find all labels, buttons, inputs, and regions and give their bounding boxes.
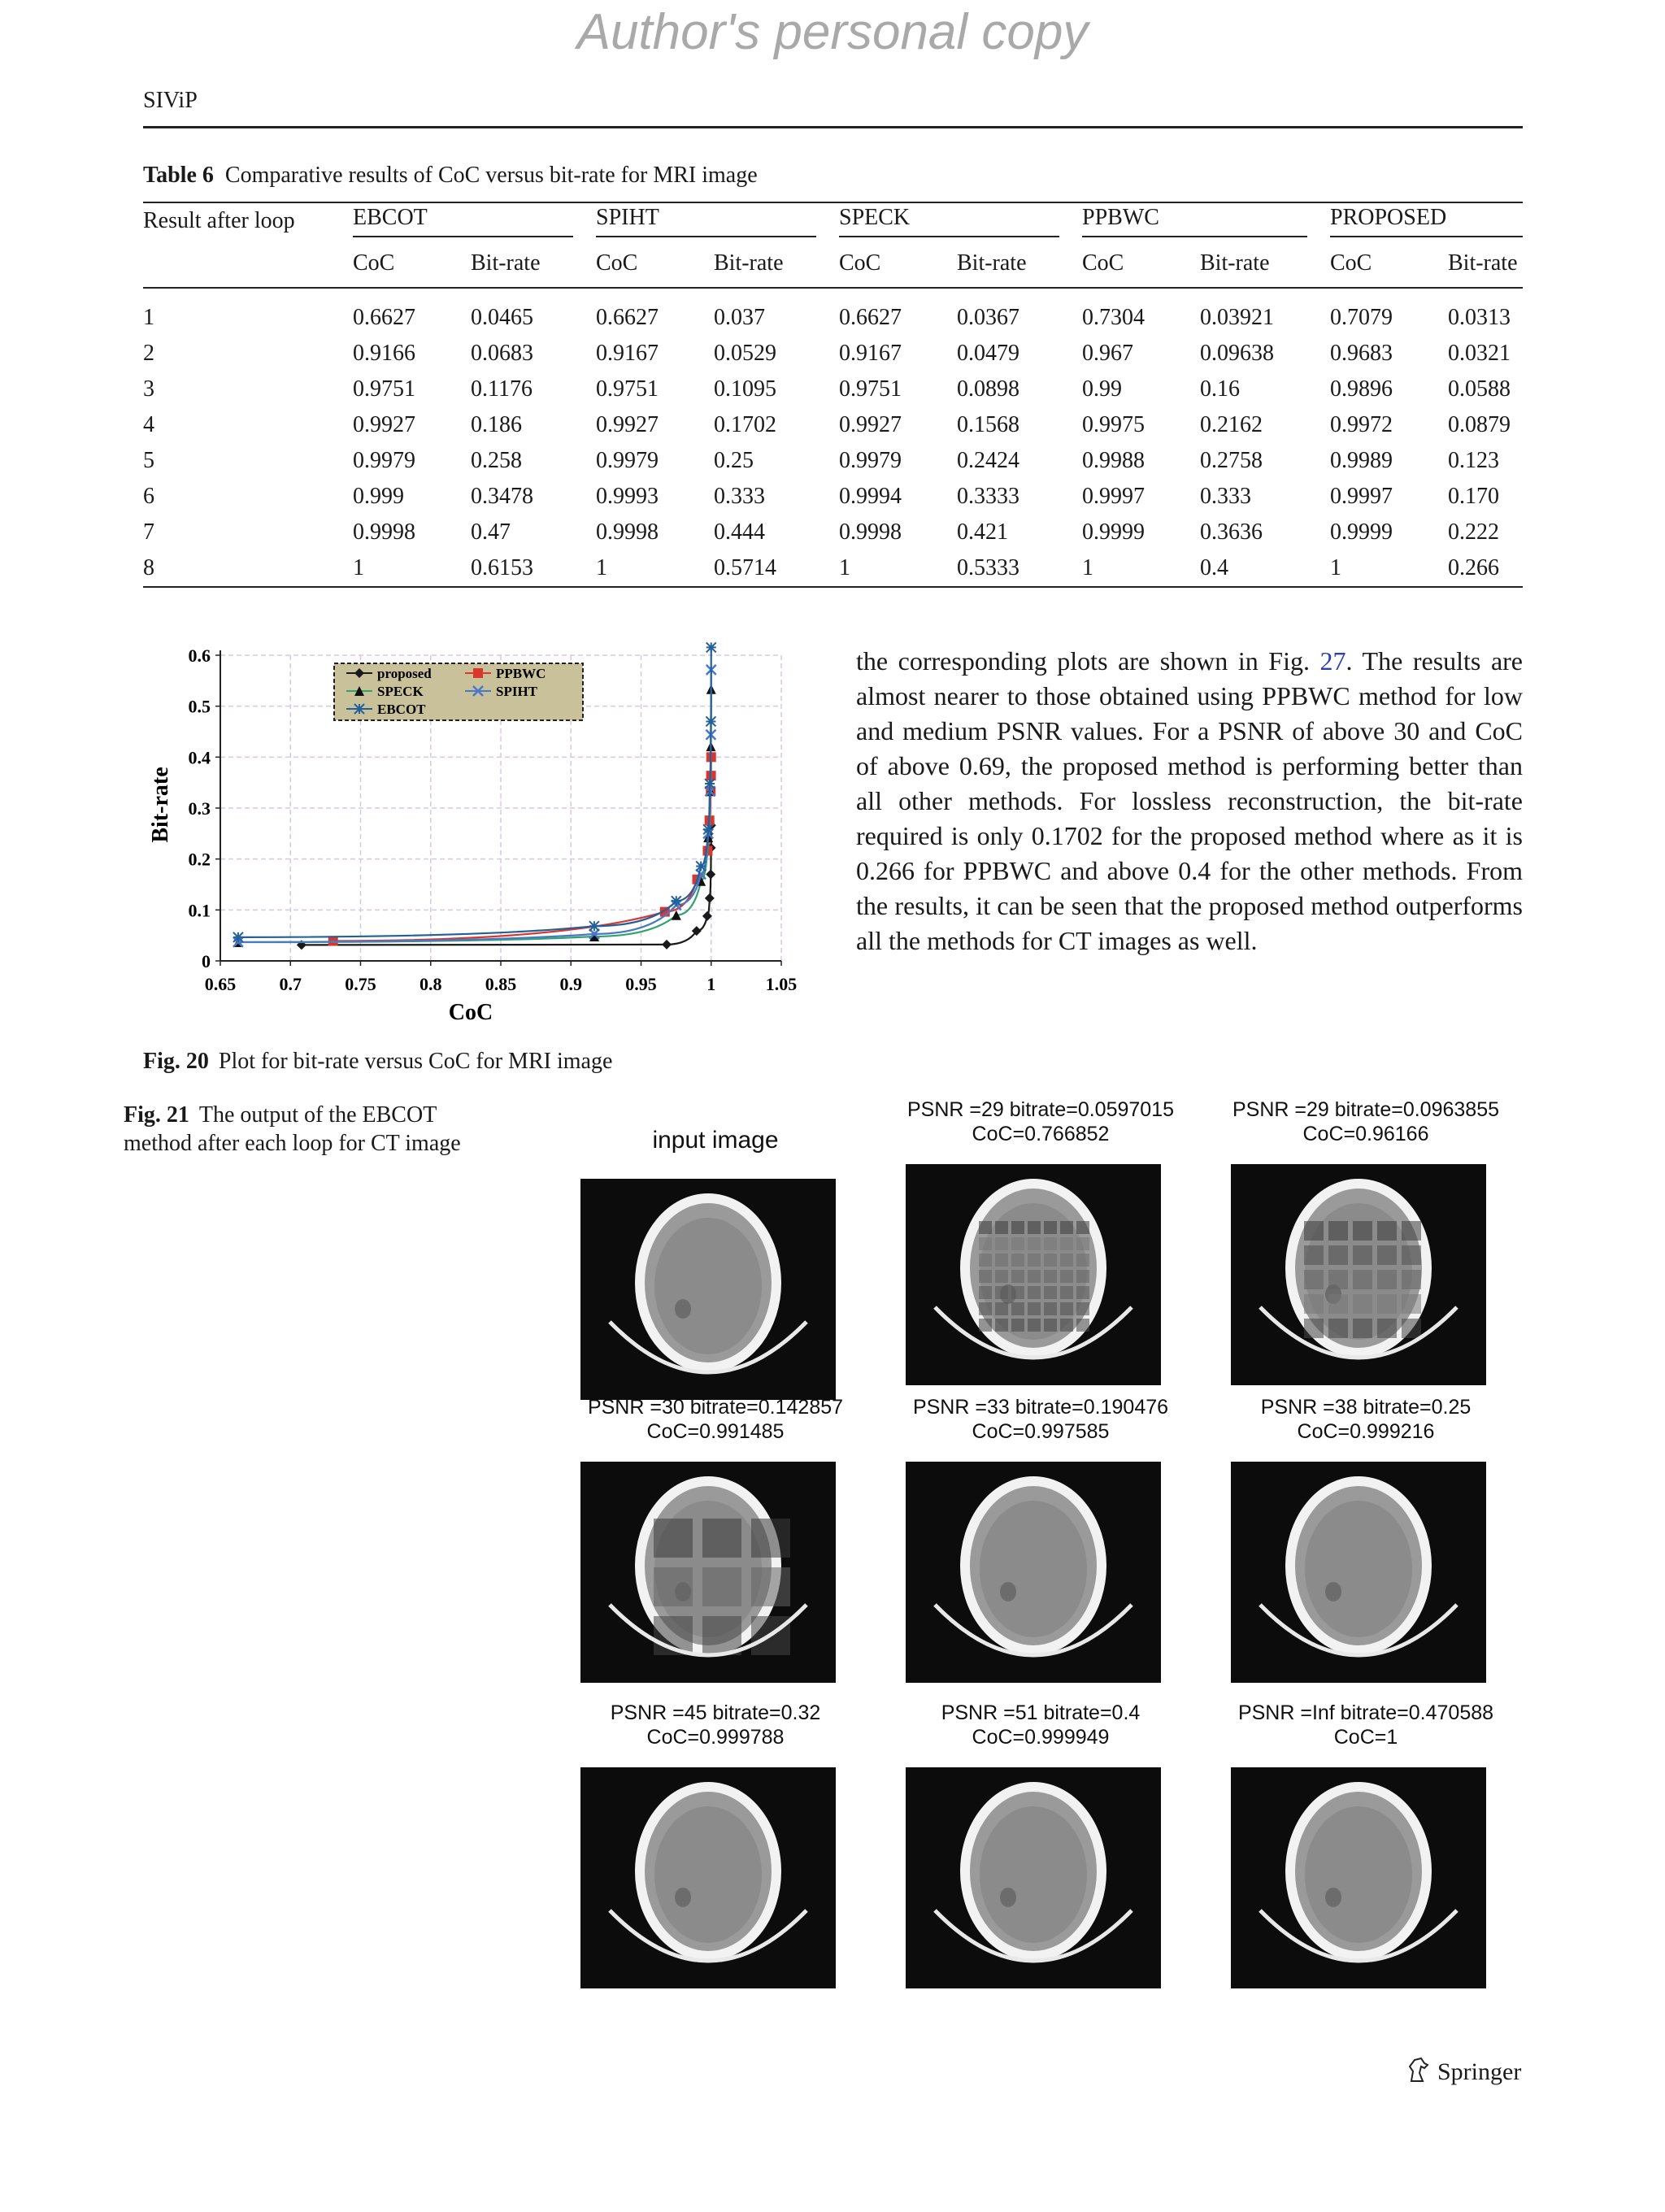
chart-legend xyxy=(334,663,583,720)
table-cell: 0.0313 xyxy=(1448,305,1511,330)
ct-panel-title: input image xyxy=(652,1127,779,1154)
subheader-coc: CoC xyxy=(596,250,638,276)
subheader-coc: CoC xyxy=(353,250,395,276)
table-row xyxy=(143,550,1523,587)
loop-number-cell: 7 xyxy=(143,519,154,545)
paragraph-text-before: the corresponding plots are shown in Fig. xyxy=(856,646,1320,676)
method-header-proposed: PROPOSED xyxy=(1330,202,1523,239)
loop-number-cell: 3 xyxy=(143,376,154,402)
table-cell: 0.9979 xyxy=(353,448,415,473)
table-cell: 0.9927 xyxy=(353,412,415,437)
method-header-ebcot: EBCOT xyxy=(353,202,596,239)
table-cell: 0.2758 xyxy=(1200,448,1263,473)
table-cell: 0.333 xyxy=(714,484,765,509)
method-header-speck: SPECK xyxy=(839,202,1082,239)
table-cell: 0.9927 xyxy=(839,412,902,437)
subheader-bitrate: Bit-rate xyxy=(1448,250,1518,276)
x-tick-label: 1 xyxy=(706,974,716,994)
method-header-spiht: SPIHT xyxy=(596,202,839,239)
table-cell: 0.1568 xyxy=(957,412,1019,437)
fig21-caption-text: The output of the EBCOT method after each loop for CT image xyxy=(124,1102,461,1156)
series-line-speck xyxy=(238,689,711,942)
table-cell: 0.9896 xyxy=(1330,376,1393,402)
table-cell: 1 xyxy=(839,555,850,580)
watermark: Author's personal copy xyxy=(576,4,1089,60)
springer-horse-icon xyxy=(1406,2057,1431,2089)
ct-scan-image xyxy=(1231,1462,1486,1683)
table-cell: 0.0898 xyxy=(957,376,1019,402)
legend-label: PPBWC xyxy=(496,666,546,681)
table-cell: 1 xyxy=(353,555,364,580)
table-cell: 0.0879 xyxy=(1448,412,1511,437)
table-body xyxy=(143,288,1523,587)
subheader-coc: CoC xyxy=(1082,250,1124,276)
table-cell: 0.444 xyxy=(714,519,765,545)
table-cell: 0.967 xyxy=(1082,341,1133,366)
table-cell: 0.1176 xyxy=(471,376,533,402)
table-cell: 0.03921 xyxy=(1200,305,1274,330)
figure-reference-link[interactable]: 27 xyxy=(1319,646,1346,676)
subheader-bitrate: Bit-rate xyxy=(714,250,784,276)
table-cell: 0.266 xyxy=(1448,555,1499,580)
fig21-image-grid xyxy=(553,1097,1528,2008)
series-line-ppbwc xyxy=(333,757,711,941)
table-cell: 0.9751 xyxy=(596,376,659,402)
y-tick-label: 0 xyxy=(202,951,211,971)
table-cell: 0.9751 xyxy=(353,376,415,402)
table-row xyxy=(143,479,1523,515)
table-cell: 0.0588 xyxy=(1448,376,1511,402)
table-cell: 0.2424 xyxy=(957,448,1019,473)
publisher-name: Springer xyxy=(1437,2058,1522,2085)
table-cell: 0.0321 xyxy=(1448,341,1511,366)
table-label: Table 6 xyxy=(143,163,214,188)
ct-panel xyxy=(553,1395,878,1444)
table-cell: 1 xyxy=(1330,555,1341,580)
x-tick-label: 0.75 xyxy=(345,974,376,994)
ct-scan-image xyxy=(906,1164,1161,1385)
table-cell: 0.0479 xyxy=(957,341,1019,366)
loop-number-cell: 8 xyxy=(143,555,154,580)
data-point xyxy=(705,779,715,789)
table-cell: 0.6153 xyxy=(471,555,533,580)
table-cell: 0.9988 xyxy=(1082,448,1145,473)
table-cell: 0.999 xyxy=(353,484,404,509)
table-cell: 0.3478 xyxy=(471,484,533,509)
table-cell: 0.9999 xyxy=(1330,519,1393,545)
table-cell: 0.9998 xyxy=(596,519,659,545)
header-rule xyxy=(143,126,1523,128)
x-tick-label: 0.9 xyxy=(559,974,582,994)
table-cell: 0.99 xyxy=(1082,376,1122,402)
ct-scan-image xyxy=(906,1462,1161,1683)
ct-scan-image xyxy=(1231,1767,1486,1988)
table-cell: 0.333 xyxy=(1200,484,1251,509)
data-point xyxy=(662,940,672,950)
table-cell: 0.1095 xyxy=(714,376,776,402)
table-row xyxy=(143,407,1523,443)
data-point xyxy=(473,668,483,678)
data-point xyxy=(354,704,364,714)
table-cell: 0.6627 xyxy=(839,305,902,330)
table-cell: 0.9998 xyxy=(839,519,902,545)
y-tick-label: 0.2 xyxy=(188,849,211,870)
journal-name: SIViP xyxy=(143,88,198,113)
ct-panel-title: PSNR =33 bitrate=0.190476 CoC=0.997585 xyxy=(912,1396,1169,1443)
table-cell: 0.9972 xyxy=(1330,412,1393,437)
fig20-caption xyxy=(143,1049,612,1075)
ct-panel xyxy=(878,1395,1203,1444)
fig20-chart xyxy=(143,636,826,1042)
ct-panel-title: PSNR =29 bitrate=0.0963855 CoC=0.96166 xyxy=(1232,1098,1499,1145)
fig21-caption xyxy=(124,1101,465,1158)
table-cell: 0.2162 xyxy=(1200,412,1263,437)
table-cell: 0.9999 xyxy=(1082,519,1145,545)
ct-panel-title: PSNR =Inf bitrate=0.470588 CoC=1 xyxy=(1237,1701,1494,1749)
y-tick-label: 0.1 xyxy=(188,900,211,921)
ct-panel-title: PSNR =29 bitrate=0.0597015 CoC=0.766852 xyxy=(906,1098,1174,1145)
ct-scan-image xyxy=(906,1767,1161,1988)
x-tick-label: 0.8 xyxy=(420,974,442,994)
loop-number-cell: 5 xyxy=(143,448,154,473)
data-point xyxy=(706,869,715,879)
ct-panel xyxy=(1203,1097,1528,1146)
table-caption-text: Comparative results of CoC versus bit-rate for MRI image xyxy=(224,163,758,188)
table-cell: 0.0529 xyxy=(714,341,776,366)
ct-panel xyxy=(878,1701,1203,1749)
table-cell: 0.3333 xyxy=(957,484,1019,509)
table-cell: 0.09638 xyxy=(1200,341,1274,366)
table-cell: 0.16 xyxy=(1200,376,1240,402)
data-point xyxy=(589,921,599,931)
data-point xyxy=(705,893,715,903)
x-tick-label: 0.95 xyxy=(625,974,657,994)
table-row xyxy=(143,443,1523,479)
ct-panel xyxy=(1203,1701,1528,1749)
table-row xyxy=(143,288,1523,336)
subheader-coc: CoC xyxy=(839,250,881,276)
table-cell: 0.9683 xyxy=(1330,341,1393,366)
table-cell: 0.3636 xyxy=(1200,519,1263,545)
subheader-coc: CoC xyxy=(1330,250,1372,276)
table-cell: 0.6627 xyxy=(353,305,415,330)
fig20-caption-text: Plot for bit-rate versus CoC for MRI image xyxy=(218,1049,613,1074)
ct-scan-image xyxy=(580,1179,836,1400)
table-subheader-row xyxy=(143,239,1523,288)
data-point xyxy=(233,932,243,942)
x-tick-label: 0.7 xyxy=(279,974,302,994)
table-row xyxy=(143,372,1523,407)
legend-label: SPIHT xyxy=(496,684,538,699)
fig21-label: Fig. 21 xyxy=(124,1102,189,1128)
series-line-proposed xyxy=(302,825,711,945)
table-cell: 0.037 xyxy=(714,305,765,330)
ct-scan-image xyxy=(580,1462,836,1683)
table-cell: 0.9166 xyxy=(353,341,415,366)
table-cell: 0.258 xyxy=(471,448,522,473)
paragraph-text-after: . The results are almost nearer to those obtained using PPBWC method for low and medium PSNR values. For a PSNR of above 30 and CoC of above 0.69, the proposed method is performing better than all other methods. For lossless reconstruction, the bit-rate required is only 0.1702 for the proposed method where as it is 0.266 for PPBWC and above 0.4 for the other methods. From the results, it can be seen that the proposed method outperforms all the methods for CT images as well. xyxy=(856,646,1523,955)
table-method-header-row xyxy=(143,202,1523,239)
table-cell: 0.9979 xyxy=(596,448,659,473)
data-point xyxy=(706,642,716,652)
y-tick-label: 0.3 xyxy=(188,798,211,819)
table-cell: 0.9927 xyxy=(596,412,659,437)
table-cell: 0.6627 xyxy=(596,305,659,330)
table-cell: 0.0465 xyxy=(471,305,533,330)
x-tick-label: 1.05 xyxy=(765,974,798,994)
legend-label: SPECK xyxy=(377,684,424,699)
y-tick-label: 0.5 xyxy=(188,696,211,717)
table-cell: 1 xyxy=(596,555,607,580)
ct-panel-title: PSNR =45 bitrate=0.32 CoC=0.999788 xyxy=(610,1701,821,1749)
fig20-label: Fig. 20 xyxy=(143,1049,209,1074)
ct-panel-title: PSNR =38 bitrate=0.25 CoC=0.999216 xyxy=(1260,1396,1472,1443)
table-cell: 0.1702 xyxy=(714,412,776,437)
table-cell: 0.7304 xyxy=(1082,305,1145,330)
subheader-bitrate: Bit-rate xyxy=(471,250,541,276)
results-table xyxy=(143,202,1523,588)
ct-panel xyxy=(1203,1395,1528,1444)
subheader-bitrate: Bit-rate xyxy=(1200,250,1270,276)
table-cell: 0.5714 xyxy=(714,555,776,580)
table-cell: 0.9998 xyxy=(353,519,415,545)
row-header: Result after loop xyxy=(143,208,295,233)
loop-number-cell: 1 xyxy=(143,305,154,330)
ct-panel xyxy=(878,1097,1203,1146)
data-point xyxy=(703,824,713,834)
ct-panel-title: PSNR =30 bitrate=0.142857 CoC=0.991485 xyxy=(587,1396,844,1443)
ct-panel xyxy=(553,1701,878,1749)
table-cell: 0.170 xyxy=(1448,484,1499,509)
publisher-logo xyxy=(1406,2057,1521,2089)
data-point xyxy=(672,896,681,906)
table-row xyxy=(143,515,1523,550)
table-cell: 0.9997 xyxy=(1082,484,1145,509)
chart-xlabel: CoC xyxy=(448,1000,493,1025)
table-cell: 0.5333 xyxy=(957,555,1019,580)
body-paragraph xyxy=(856,644,1523,958)
table-cell: 0.0683 xyxy=(471,341,533,366)
table-cell: 1 xyxy=(1082,555,1093,580)
table-cell: 0.47 xyxy=(471,519,511,545)
legend-label: EBCOT xyxy=(377,702,426,717)
table-cell: 0.9167 xyxy=(596,341,659,366)
table-cell: 0.4 xyxy=(1200,555,1228,580)
x-tick-label: 0.65 xyxy=(204,974,237,994)
legend-label: proposed xyxy=(377,666,432,681)
ct-panel xyxy=(553,1097,878,1153)
table-cell: 0.9167 xyxy=(839,341,902,366)
data-point xyxy=(706,716,715,726)
table-row xyxy=(143,336,1523,372)
table-cell: 0.9975 xyxy=(1082,412,1145,437)
table-cell: 0.9751 xyxy=(839,376,902,402)
table-cell: 0.123 xyxy=(1448,448,1499,473)
table-cell: 0.9989 xyxy=(1330,448,1393,473)
table-cell: 0.9979 xyxy=(839,448,902,473)
table-cell: 0.186 xyxy=(471,412,522,437)
table-cell: 0.25 xyxy=(714,448,754,473)
table-cell: 0.9994 xyxy=(839,484,902,509)
chart-ylabel: Bit-rate xyxy=(148,767,173,843)
ct-scan-image xyxy=(580,1767,836,1988)
loop-number-cell: 2 xyxy=(143,341,154,366)
loop-number-cell: 4 xyxy=(143,412,154,437)
x-tick-label: 0.85 xyxy=(485,974,517,994)
table-cell: 0.9993 xyxy=(596,484,659,509)
table-cell: 0.9997 xyxy=(1330,484,1393,509)
ct-scan-image xyxy=(1231,1164,1486,1385)
y-tick-label: 0.6 xyxy=(188,645,211,666)
loop-number-cell: 6 xyxy=(143,484,154,509)
table-cell: 0.0367 xyxy=(957,305,1019,330)
data-point xyxy=(696,861,706,871)
subheader-bitrate: Bit-rate xyxy=(957,250,1027,276)
table-caption xyxy=(143,163,758,189)
table-cell: 0.222 xyxy=(1448,519,1499,545)
table-cell: 0.421 xyxy=(957,519,1008,545)
ct-panel-title: PSNR =51 bitrate=0.4 CoC=0.999949 xyxy=(941,1701,1141,1749)
method-header-ppbwc: PPBWC xyxy=(1082,202,1330,239)
table-cell: 0.7079 xyxy=(1330,305,1393,330)
y-tick-label: 0.4 xyxy=(188,747,211,768)
